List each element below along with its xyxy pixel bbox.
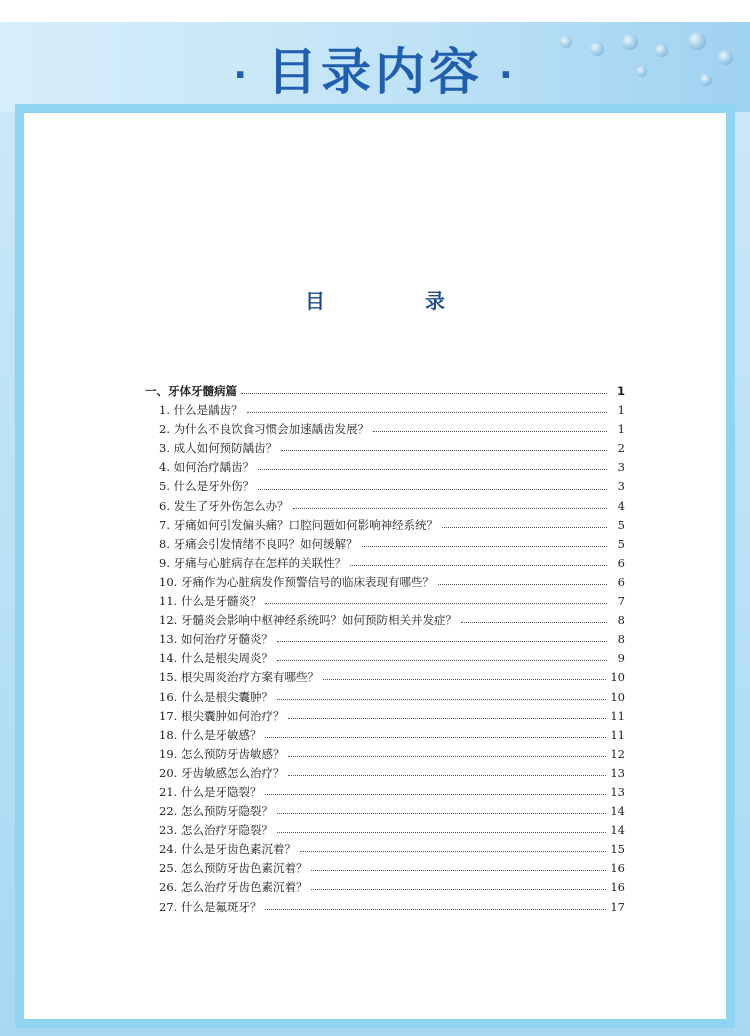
title-dot-left: · <box>233 55 251 96</box>
dot-leader <box>288 769 606 776</box>
dot-leader <box>265 597 607 604</box>
dot-leader <box>350 559 607 566</box>
toc-page-number: 11 <box>610 708 625 723</box>
toc-entry-label: 24. 什么是牙齿色素沉着？ <box>159 842 296 857</box>
toc-entry[interactable] <box>145 573 625 592</box>
toc-entry-label: 1. 什么是龋齿？ <box>159 403 243 418</box>
dot-leader <box>265 788 606 795</box>
banner-title <box>0 32 750 104</box>
toc-page-number: 9 <box>617 651 625 666</box>
toc-entry-label: 7. 牙痛如何引发偏头痛？口腔问题如何影响神经系统？ <box>159 517 439 532</box>
toc-page-number: 17 <box>610 899 625 914</box>
toc-entry-label: 25. 怎么预防牙齿色素沉着？ <box>159 861 308 876</box>
toc-entry[interactable] <box>145 516 625 535</box>
toc-entry-label: 13. 如何治疗牙髓炎？ <box>159 632 273 647</box>
toc-page-number: 6 <box>617 574 625 589</box>
dot-leader <box>442 521 607 528</box>
toc-entry[interactable] <box>145 497 625 516</box>
toc-entry[interactable] <box>145 554 625 573</box>
toc-entry[interactable] <box>145 592 625 611</box>
dot-leader <box>311 864 606 871</box>
toc-page-number: 16 <box>610 861 625 876</box>
title-dot-right: · <box>499 55 517 96</box>
toc-page-number: 10 <box>610 689 625 704</box>
toc-entry-label: 一、牙体牙髓病篇 <box>145 384 237 398</box>
toc-entry-label: 17. 根尖囊肿如何治疗？ <box>159 708 285 723</box>
toc-page-number: 12 <box>610 746 625 761</box>
toc-page-number: 15 <box>610 842 625 857</box>
toc-entry[interactable] <box>145 821 625 840</box>
toc-page-number: 3 <box>617 460 625 475</box>
toc-entry-label: 12. 牙髓炎会影响中枢神经系统吗？如何预防相关并发症？ <box>159 613 457 628</box>
toc-page-number: 14 <box>610 823 625 838</box>
toc-heading: 目 录 <box>305 289 485 313</box>
toc-entry[interactable] <box>145 477 625 496</box>
toc-entry[interactable] <box>145 878 625 897</box>
toc-entry-label: 3. 成人如何预防龋齿？ <box>159 441 278 456</box>
toc-entry[interactable] <box>145 688 625 707</box>
dot-leader <box>241 387 607 394</box>
toc-entry[interactable] <box>145 611 625 630</box>
dot-leader <box>277 693 606 700</box>
toc-page-number: 14 <box>610 804 625 819</box>
toc-page-number: 3 <box>617 479 625 494</box>
toc-page-number: 7 <box>617 594 625 609</box>
toc-entry[interactable] <box>145 535 625 554</box>
toc-entry-label: 2. 为什么不良饮食习惯会加速龋齿发展？ <box>159 422 370 437</box>
toc-entry-label: 22. 怎么预防牙隐裂？ <box>159 804 273 819</box>
toc-entry[interactable] <box>145 668 625 687</box>
toc-page-number: 5 <box>617 517 625 532</box>
dot-leader <box>288 750 606 757</box>
toc-entry-label: 15. 根尖周炎治疗方案有哪些？ <box>159 670 319 685</box>
dot-leader <box>362 540 607 547</box>
toc-page-number: 8 <box>617 613 625 628</box>
toc-entry-label: 8. 牙痛会引发情绪不良吗？如何缓解？ <box>159 536 358 551</box>
toc-entry-label: 10. 牙痛作为心脏病发作预警信号的临床表现有哪些？ <box>159 574 434 589</box>
toc-entry-label: 4. 如何治疗龋齿？ <box>159 460 255 475</box>
toc-page-number: 6 <box>617 555 625 570</box>
toc-entry-label: 14. 什么是根尖周炎？ <box>159 651 273 666</box>
toc-page-number: 8 <box>617 632 625 647</box>
toc-entry[interactable] <box>145 401 625 420</box>
dot-leader <box>438 578 607 585</box>
toc-entry[interactable] <box>145 859 625 878</box>
toc-entry[interactable] <box>145 898 625 917</box>
dot-leader <box>300 845 606 852</box>
dot-leader <box>265 731 606 738</box>
document-page <box>24 113 726 1019</box>
toc-page-number: 1 <box>617 403 625 418</box>
dot-leader <box>277 826 606 833</box>
dot-leader <box>247 406 607 413</box>
dot-leader <box>258 483 607 490</box>
toc-entry-label: 18. 什么是牙敏感？ <box>159 727 262 742</box>
banner-title-text: 目录内容 <box>267 43 483 101</box>
toc-entry[interactable] <box>145 420 625 439</box>
toc-entry-label: 19. 怎么预防牙齿敏感？ <box>159 746 285 761</box>
toc-page-number: 16 <box>610 880 625 895</box>
toc-entry[interactable] <box>145 458 625 477</box>
top-strip <box>0 0 750 22</box>
toc-entry-label: 6. 发生了牙外伤怎么办？ <box>159 498 289 513</box>
toc-entry-label: 26. 怎么治疗牙齿色素沉着？ <box>159 880 308 895</box>
toc-entry[interactable] <box>145 439 625 458</box>
toc-entry[interactable] <box>145 783 625 802</box>
dot-leader <box>277 635 607 642</box>
dot-leader <box>281 444 607 451</box>
dot-leader <box>288 712 606 719</box>
toc-entry-label: 16. 什么是根尖囊肿？ <box>159 689 273 704</box>
header-banner <box>0 22 750 112</box>
toc-entry-label: 5. 什么是牙外伤？ <box>159 479 255 494</box>
toc-entry-label: 9. 牙痛与心脏病存在怎样的关联性？ <box>159 555 347 570</box>
toc-page-number: 13 <box>610 784 625 799</box>
dot-leader <box>373 425 607 432</box>
dot-leader <box>258 463 607 470</box>
dot-leader <box>277 654 607 661</box>
toc-page-number: 10 <box>610 670 625 685</box>
dot-leader <box>293 502 607 509</box>
dot-leader <box>323 673 606 680</box>
toc-entry[interactable] <box>145 707 625 726</box>
toc-page-number: 4 <box>617 498 625 513</box>
toc-entry-label: 11. 什么是牙髓炎？ <box>159 594 262 609</box>
table-of-contents <box>145 382 625 917</box>
toc-entry[interactable] <box>145 802 625 821</box>
dot-leader <box>265 903 606 910</box>
toc-entry[interactable] <box>145 840 625 859</box>
toc-page-number: 1 <box>617 422 625 437</box>
toc-entry[interactable] <box>145 764 625 783</box>
toc-entry-label: 27. 什么是氟斑牙？ <box>159 899 262 914</box>
toc-page-number: 11 <box>610 727 625 742</box>
toc-entry-label: 21. 什么是牙隐裂？ <box>159 784 262 799</box>
toc-page-number: 5 <box>617 536 625 551</box>
toc-section[interactable] <box>145 382 625 401</box>
dot-leader <box>461 616 607 623</box>
toc-entry[interactable] <box>145 745 625 764</box>
dot-leader <box>277 807 606 814</box>
toc-page-number: 13 <box>610 765 625 780</box>
toc-entry[interactable] <box>145 630 625 649</box>
toc-page-number: 1 <box>616 384 625 398</box>
toc-entry-label: 23. 怎么治疗牙隐裂？ <box>159 823 273 838</box>
toc-entry[interactable] <box>145 649 625 668</box>
toc-page-number: 2 <box>617 441 625 456</box>
toc-entry-label: 20. 牙齿敏感怎么治疗？ <box>159 765 285 780</box>
toc-entry[interactable] <box>145 726 625 745</box>
dot-leader <box>311 883 606 890</box>
